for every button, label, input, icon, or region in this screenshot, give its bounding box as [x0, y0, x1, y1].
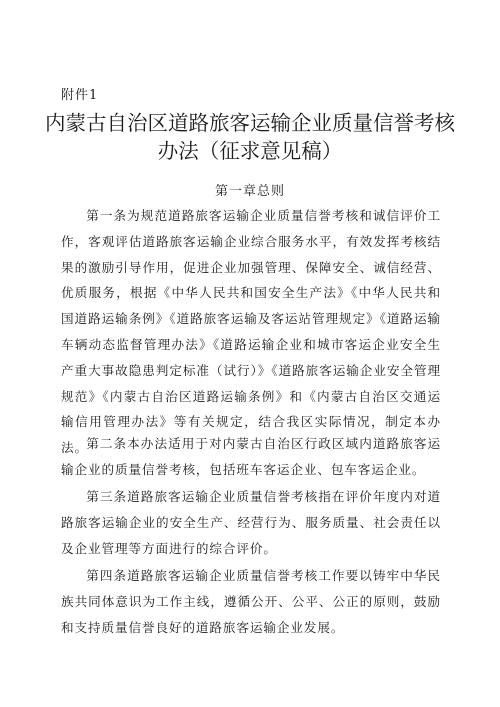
document-title-line-1: 内蒙古自治区道路旅客运输企业质量信誉考核 — [45, 111, 455, 135]
chapter-heading: 第一章总则 — [214, 184, 285, 199]
article-2-paragraph: 第二条本办法适用于对内蒙古自治区行政区域内道路旅客运输企业的质量信誉考核，包括班车客运企业、包车客运企业。 — [61, 436, 441, 477]
attachment-label: 附件1 — [61, 88, 99, 103]
document-title-line-2: 办法（征求意见稿） — [157, 139, 343, 163]
article-1-paragraph: 第一条为规范道路旅客运输企业质量信誉考核和诚信评价工作，客观评估道路旅客运输企业综合服务水平，有效发挥考核结果的激励引导作用，促进企业加强管理、保障安全、诚信经营、优质服务，根据《中华人民共和国安全生产法》《中华人民共和国道路运输条例》《道路旅客运输及客运站管理规定》《道路运输车辆动态监督管理办法》《道路运输企业和城市客运企业安全生产重大事故隐患判定标准（试行）》《道路旅客运输企业安全管理规范》《内蒙古自治区道路运输条例》和《内蒙古自治区交通运输信用管理办法》等有关规定，结合我区实际情况，制定本办法。 — [61, 208, 441, 456]
article-4-paragraph: 第四条道路旅客运输企业质量信誉考核工作要以铸牢中华民族共同体意识为工作主线，遵循公开、公平、公正的原则，鼓励和支持质量信誉良好的道路旅客运输企业发展。 — [61, 568, 441, 635]
article-3-paragraph: 第三条道路旅客运输企业质量信誉考核指在评价年度内对道路旅客运输企业的安全生产、经营行为、服务质量、社会责任以及企业管理等方面进行的综合评价。 — [61, 489, 441, 556]
